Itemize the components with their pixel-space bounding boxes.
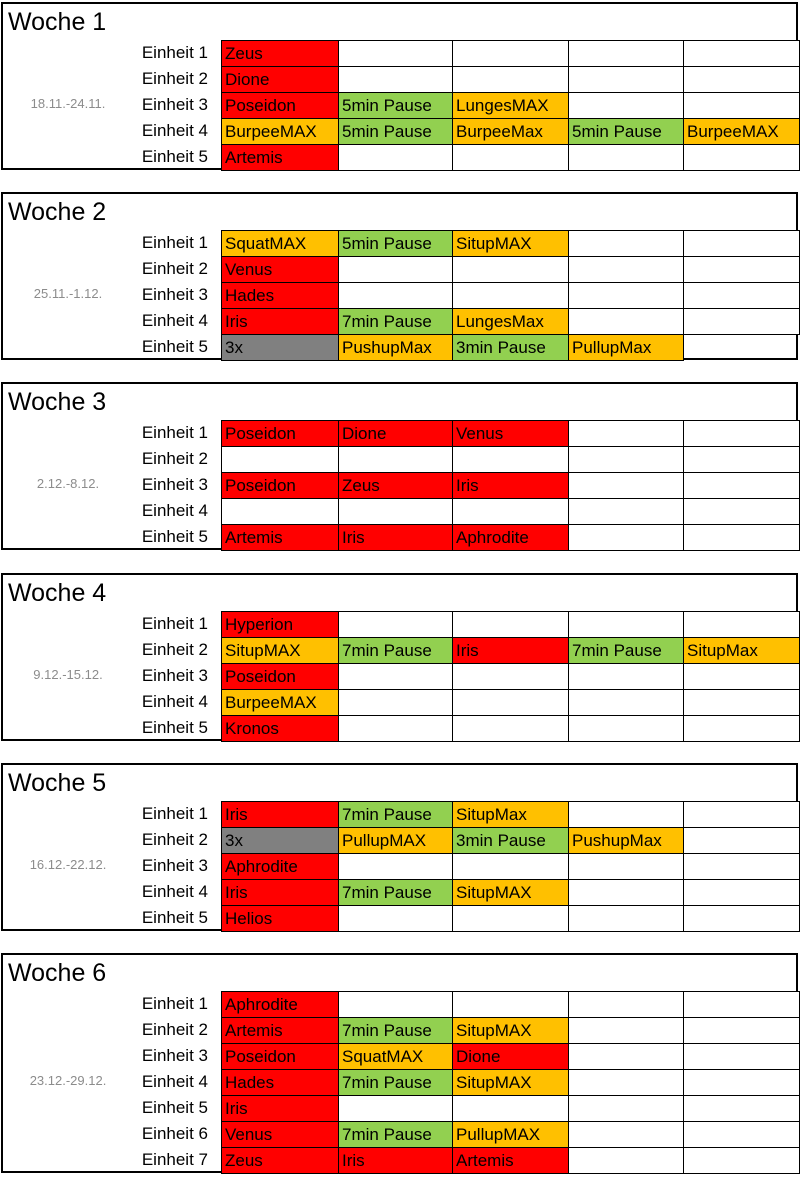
empty-cell[interactable] — [221, 498, 339, 525]
empty-cell[interactable] — [338, 256, 453, 283]
exercise-cell[interactable]: Zeus — [221, 1147, 339, 1174]
empty-cell[interactable] — [568, 524, 684, 551]
week-block — [1, 192, 798, 360]
exercise-cell[interactable]: Dione — [452, 1043, 569, 1070]
exercise-cell[interactable]: 5min Pause — [338, 230, 453, 257]
exercise-cell[interactable]: Aphrodite — [221, 991, 339, 1018]
exercise-cell[interactable]: BurpeeMAX — [221, 689, 339, 716]
unit-label: Einheit 5 — [141, 908, 208, 927]
week-title: Woche 6 — [8, 959, 107, 987]
unit-label: Einheit 2 — [141, 830, 208, 849]
empty-cell[interactable] — [338, 611, 453, 638]
exercise-cell[interactable]: 7min Pause — [338, 308, 453, 335]
exercise-cell[interactable]: 7min Pause — [568, 637, 684, 664]
empty-cell[interactable] — [568, 282, 684, 309]
empty-cell[interactable] — [452, 282, 569, 309]
empty-cell[interactable] — [568, 420, 684, 447]
exercise-cell[interactable]: Iris — [221, 879, 339, 906]
unit-label: Einheit 3 — [141, 95, 208, 114]
exercise-cell[interactable]: 7min Pause — [338, 637, 453, 664]
exercise-cell[interactable]: 3min Pause — [452, 827, 569, 854]
empty-cell[interactable] — [338, 498, 453, 525]
empty-cell[interactable] — [683, 715, 800, 742]
empty-cell[interactable] — [452, 1095, 569, 1122]
empty-cell[interactable] — [568, 689, 684, 716]
exercise-cell[interactable]: 3x — [221, 827, 339, 854]
unit-label: Einheit 5 — [141, 147, 208, 166]
empty-cell[interactable] — [568, 1147, 684, 1174]
empty-cell[interactable] — [452, 66, 569, 93]
empty-cell[interactable] — [683, 230, 800, 257]
unit-label: Einheit 5 — [141, 527, 208, 546]
exercise-cell[interactable]: 7min Pause — [338, 1017, 453, 1044]
empty-cell[interactable] — [568, 308, 684, 335]
empty-cell[interactable] — [568, 801, 684, 828]
empty-cell[interactable] — [338, 663, 453, 690]
unit-label: Einheit 4 — [141, 501, 208, 520]
empty-cell[interactable] — [568, 1017, 684, 1044]
exercise-cell[interactable]: SitupMax — [683, 637, 800, 664]
empty-cell[interactable] — [568, 611, 684, 638]
exercise-cell[interactable]: 5min Pause — [338, 92, 453, 119]
exercise-cell[interactable]: BurpeeMAX — [221, 118, 339, 145]
unit-label: Einheit 2 — [141, 69, 208, 88]
week-date-range: 25.11.-1.12. — [33, 286, 103, 301]
week-title: Woche 2 — [8, 198, 107, 226]
empty-cell[interactable] — [452, 715, 569, 742]
unit-label: Einheit 1 — [141, 804, 208, 823]
empty-cell[interactable] — [683, 879, 800, 906]
empty-cell[interactable] — [683, 498, 800, 525]
empty-cell[interactable] — [452, 498, 569, 525]
exercise-cell[interactable]: 3min Pause — [452, 334, 569, 361]
empty-cell[interactable] — [683, 446, 800, 473]
empty-cell[interactable] — [452, 40, 569, 67]
empty-cell[interactable] — [683, 66, 800, 93]
week-date-range: 9.12.-15.12. — [33, 667, 103, 682]
exercise-cell[interactable]: Venus — [221, 1121, 339, 1148]
exercise-cell[interactable]: PullupMAX — [338, 827, 453, 854]
unit-label: Einheit 5 — [141, 337, 208, 356]
exercise-cell[interactable]: PushupMax — [338, 334, 453, 361]
empty-cell[interactable] — [683, 1069, 800, 1096]
empty-cell[interactable] — [568, 256, 684, 283]
exercise-cell[interactable]: Venus — [221, 256, 339, 283]
empty-cell[interactable] — [568, 1121, 684, 1148]
empty-cell[interactable] — [338, 991, 453, 1018]
week-block — [1, 2, 798, 170]
empty-cell[interactable] — [338, 689, 453, 716]
unit-label: Einheit 1 — [141, 994, 208, 1013]
unit-label: Einheit 3 — [141, 1046, 208, 1065]
empty-cell[interactable] — [568, 879, 684, 906]
unit-label: Einheit 3 — [141, 285, 208, 304]
empty-cell[interactable] — [683, 308, 800, 335]
empty-cell[interactable] — [452, 144, 569, 171]
week-date-range: 2.12.-8.12. — [36, 476, 100, 491]
exercise-cell[interactable]: SitupMAX — [452, 230, 569, 257]
empty-cell[interactable] — [568, 498, 684, 525]
unit-label: Einheit 1 — [141, 233, 208, 252]
empty-cell[interactable] — [683, 92, 800, 119]
empty-cell[interactable] — [338, 40, 453, 67]
empty-cell[interactable] — [338, 715, 453, 742]
empty-cell[interactable] — [452, 689, 569, 716]
exercise-cell[interactable]: Iris — [338, 1147, 453, 1174]
unit-label: Einheit 3 — [141, 475, 208, 494]
unit-label: Einheit 1 — [141, 423, 208, 442]
empty-cell[interactable] — [568, 1069, 684, 1096]
empty-cell[interactable] — [452, 256, 569, 283]
empty-cell[interactable] — [568, 472, 684, 499]
empty-cell[interactable] — [683, 905, 800, 932]
exercise-cell[interactable]: Aphrodite — [452, 524, 569, 551]
exercise-cell[interactable]: Hades — [221, 1069, 339, 1096]
empty-cell[interactable] — [683, 801, 800, 828]
unit-label: Einheit 2 — [141, 640, 208, 659]
empty-cell[interactable] — [683, 1017, 800, 1044]
empty-cell[interactable] — [568, 853, 684, 880]
empty-cell[interactable] — [568, 446, 684, 473]
empty-cell[interactable] — [568, 230, 684, 257]
empty-cell[interactable] — [568, 663, 684, 690]
empty-cell[interactable] — [221, 446, 339, 473]
week-title: Woche 5 — [8, 769, 107, 797]
exercise-cell[interactable]: Helios — [221, 905, 339, 932]
exercise-cell[interactable]: 3x — [221, 334, 339, 361]
week-block — [1, 573, 798, 741]
empty-cell[interactable] — [568, 1095, 684, 1122]
exercise-cell[interactable]: BurpeeMax — [452, 118, 569, 145]
exercise-cell[interactable]: Zeus — [338, 472, 453, 499]
exercise-cell[interactable]: PullupMax — [568, 334, 684, 361]
empty-cell[interactable] — [452, 663, 569, 690]
empty-cell[interactable] — [568, 991, 684, 1018]
unit-label: Einheit 2 — [141, 449, 208, 468]
empty-cell[interactable] — [683, 827, 800, 854]
empty-cell[interactable] — [338, 144, 453, 171]
empty-cell[interactable] — [683, 1043, 800, 1070]
week-date-range: 23.12.-29.12. — [29, 1073, 107, 1088]
exercise-cell[interactable]: Poseidon — [221, 92, 339, 119]
exercise-cell[interactable]: Poseidon — [221, 663, 339, 690]
unit-label: Einheit 3 — [141, 666, 208, 685]
empty-cell[interactable] — [338, 446, 453, 473]
week-block — [1, 763, 798, 931]
unit-label: Einheit 4 — [141, 311, 208, 330]
unit-label: Einheit 1 — [141, 614, 208, 633]
empty-cell[interactable] — [452, 905, 569, 932]
exercise-cell[interactable]: Iris — [452, 637, 569, 664]
unit-label: Einheit 1 — [141, 43, 208, 62]
unit-label: Einheit 4 — [141, 882, 208, 901]
empty-cell[interactable] — [683, 524, 800, 551]
empty-cell[interactable] — [683, 40, 800, 67]
exercise-cell[interactable]: Poseidon — [221, 1043, 339, 1070]
empty-cell[interactable] — [683, 1147, 800, 1174]
exercise-cell[interactable]: SitupMAX — [452, 879, 569, 906]
empty-cell[interactable] — [683, 853, 800, 880]
unit-label: Einheit 3 — [141, 856, 208, 875]
empty-cell[interactable] — [683, 663, 800, 690]
exercise-cell[interactable]: Kronos — [221, 715, 339, 742]
empty-cell[interactable] — [338, 905, 453, 932]
unit-label: Einheit 5 — [141, 718, 208, 737]
exercise-cell[interactable]: SitupMax — [452, 801, 569, 828]
empty-cell[interactable] — [568, 92, 684, 119]
week-block — [1, 382, 798, 550]
week-title: Woche 1 — [8, 8, 107, 36]
unit-label: Einheit 4 — [141, 121, 208, 140]
empty-cell[interactable] — [338, 1095, 453, 1122]
exercise-cell[interactable]: BurpeeMAX — [683, 118, 800, 145]
exercise-cell[interactable]: Iris — [338, 524, 453, 551]
exercise-cell[interactable]: PullupMAX — [452, 1121, 569, 1148]
empty-cell[interactable] — [338, 282, 453, 309]
exercise-cell[interactable]: Artemis — [221, 144, 339, 171]
exercise-cell[interactable]: Hyperion — [221, 611, 339, 638]
exercise-cell[interactable]: LungesMAX — [452, 92, 569, 119]
exercise-cell[interactable]: Artemis — [221, 1017, 339, 1044]
exercise-cell[interactable]: 5min Pause — [568, 118, 684, 145]
exercise-cell[interactable]: Poseidon — [221, 472, 339, 499]
empty-cell[interactable] — [338, 853, 453, 880]
empty-cell[interactable] — [568, 40, 684, 67]
exercise-cell[interactable]: Iris — [221, 1095, 339, 1122]
empty-cell[interactable] — [338, 66, 453, 93]
empty-cell[interactable] — [683, 611, 800, 638]
week-block — [1, 953, 798, 1173]
exercise-cell[interactable]: 7min Pause — [338, 1121, 453, 1148]
empty-cell[interactable] — [683, 1095, 800, 1122]
exercise-cell[interactable]: SquatMAX — [221, 230, 339, 257]
exercise-cell[interactable]: Dione — [221, 66, 339, 93]
empty-cell[interactable] — [683, 1121, 800, 1148]
empty-cell[interactable] — [452, 446, 569, 473]
week-date-range: 16.12.-22.12. — [29, 857, 107, 872]
empty-cell[interactable] — [452, 853, 569, 880]
exercise-cell[interactable]: Hades — [221, 282, 339, 309]
unit-label: Einheit 2 — [141, 1020, 208, 1039]
empty-cell[interactable] — [683, 282, 800, 309]
exercise-cell[interactable]: 7min Pause — [338, 879, 453, 906]
exercise-cell[interactable]: Artemis — [221, 524, 339, 551]
exercise-cell[interactable]: Dione — [338, 420, 453, 447]
empty-cell[interactable] — [568, 905, 684, 932]
exercise-cell[interactable]: Poseidon — [221, 420, 339, 447]
exercise-cell[interactable]: Venus — [452, 420, 569, 447]
empty-cell[interactable] — [683, 144, 800, 171]
empty-cell[interactable] — [452, 991, 569, 1018]
unit-label: Einheit 7 — [141, 1150, 208, 1169]
exercise-cell[interactable]: Iris — [221, 308, 339, 335]
exercise-cell[interactable]: Aphrodite — [221, 853, 339, 880]
empty-cell[interactable] — [683, 256, 800, 283]
exercise-cell[interactable]: Artemis — [452, 1147, 569, 1174]
week-title: Woche 4 — [8, 579, 107, 607]
exercise-cell[interactable]: 7min Pause — [338, 1069, 453, 1096]
empty-cell[interactable] — [452, 611, 569, 638]
empty-cell[interactable] — [568, 144, 684, 171]
exercise-cell[interactable]: SitupMAX — [452, 1017, 569, 1044]
week-date-range: 18.11.-24.11. — [30, 96, 106, 111]
exercise-cell[interactable]: SquatMAX — [338, 1043, 453, 1070]
exercise-cell[interactable]: PushupMax — [568, 827, 684, 854]
unit-label: Einheit 5 — [141, 1098, 208, 1117]
exercise-cell[interactable]: Iris — [221, 801, 339, 828]
exercise-cell[interactable]: 7min Pause — [338, 801, 453, 828]
exercise-cell[interactable]: Zeus — [221, 40, 339, 67]
empty-cell[interactable] — [568, 715, 684, 742]
unit-label: Einheit 4 — [141, 692, 208, 711]
empty-cell[interactable] — [683, 472, 800, 499]
exercise-cell[interactable]: SitupMAX — [452, 1069, 569, 1096]
empty-cell[interactable] — [683, 420, 800, 447]
exercise-cell[interactable]: Iris — [452, 472, 569, 499]
empty-cell[interactable] — [568, 66, 684, 93]
empty-cell[interactable] — [683, 689, 800, 716]
exercise-cell[interactable]: SitupMAX — [221, 637, 339, 664]
exercise-cell[interactable]: 5min Pause — [338, 118, 453, 145]
unit-label: Einheit 4 — [141, 1072, 208, 1091]
empty-cell[interactable] — [683, 991, 800, 1018]
unit-label: Einheit 2 — [141, 259, 208, 278]
week-title: Woche 3 — [8, 388, 107, 416]
unit-label: Einheit 6 — [141, 1124, 208, 1143]
empty-cell[interactable] — [568, 1043, 684, 1070]
exercise-cell[interactable]: LungesMax — [452, 308, 569, 335]
